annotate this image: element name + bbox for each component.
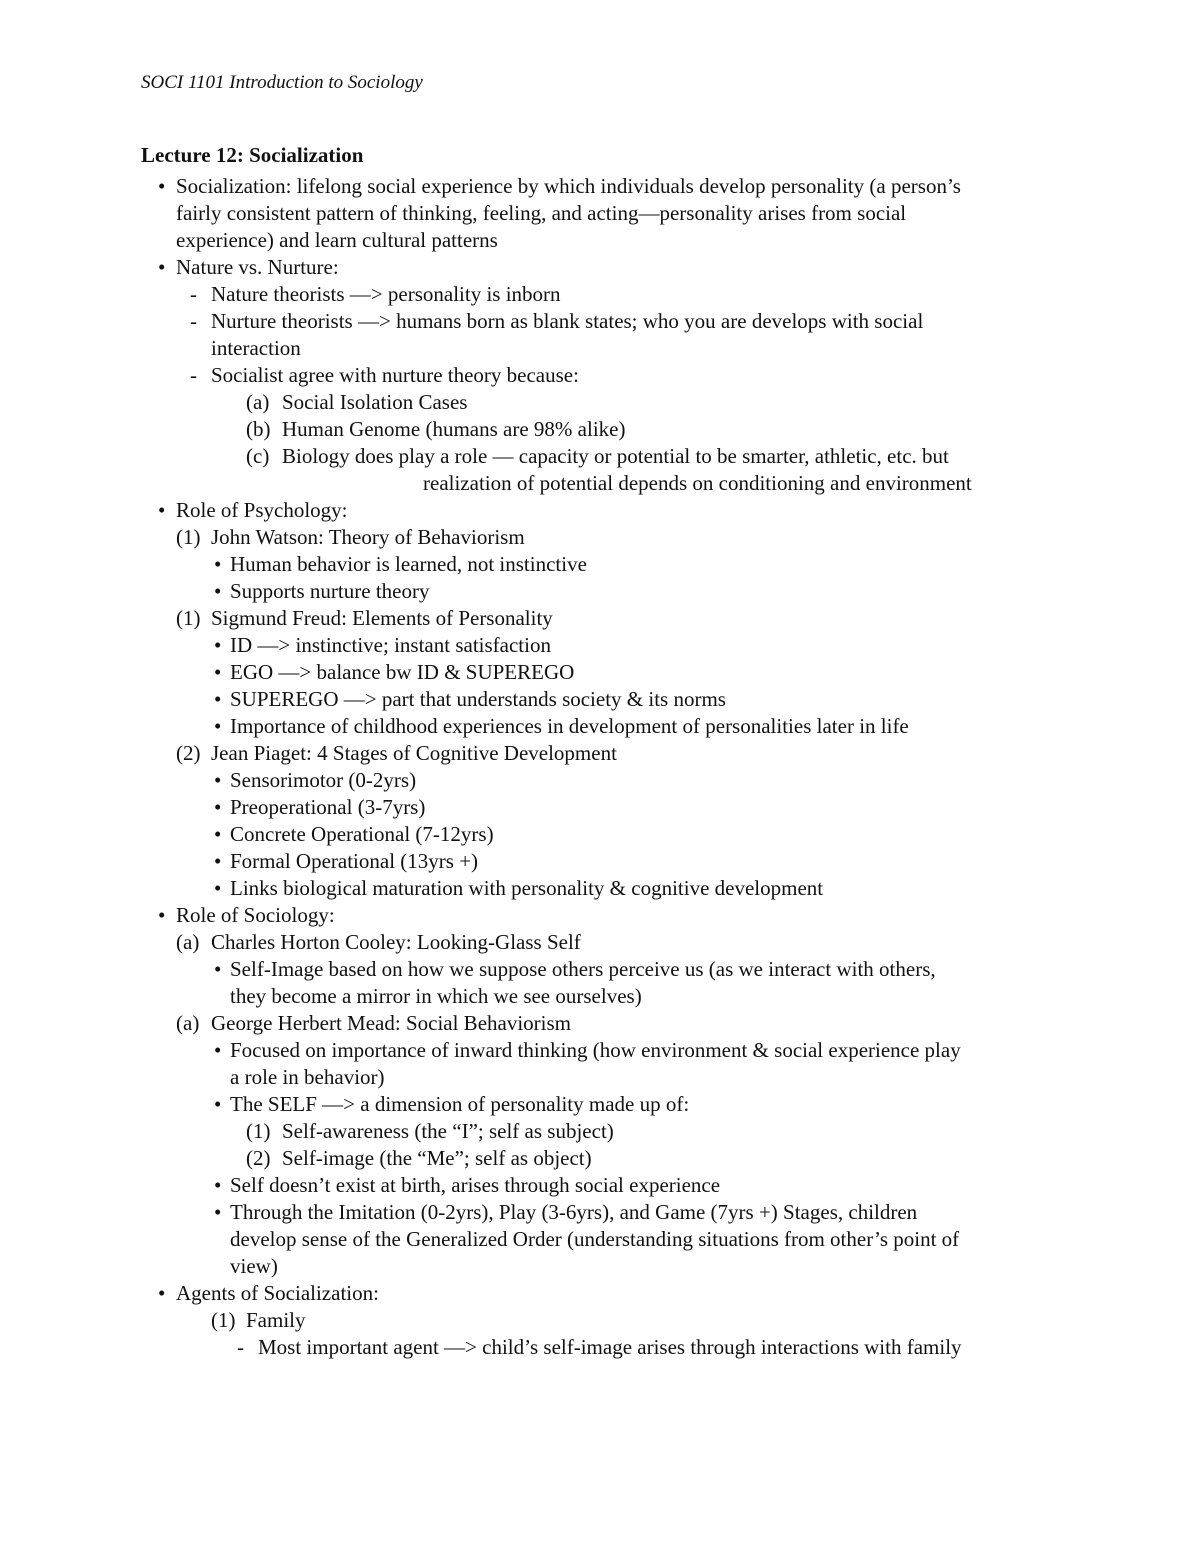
outline-line	[0, 713, 1200, 740]
line-text: fairly consistent pattern of thinking, feeling, and acting—personality arises from social	[176, 201, 907, 225]
outline-line	[0, 200, 1200, 227]
line-text: Social Isolation Cases	[282, 390, 468, 414]
line-text: Sensorimotor (0-2yrs)	[230, 768, 417, 792]
course-header: SOCI 1101 Introduction to Sociology	[141, 72, 423, 93]
line-text: Charles Horton Cooley: Looking-Glass Self	[211, 930, 581, 954]
bullet-marker: •	[214, 849, 222, 873]
outline-line	[0, 605, 1200, 632]
dash-marker: -	[190, 282, 197, 306]
line-text: Socialization: lifelong social experience by which individuals develop personality (a person’s	[176, 174, 961, 198]
outline-line	[0, 1307, 1200, 1334]
outline-line	[0, 1253, 1200, 1280]
outline-line	[0, 794, 1200, 821]
line-text: Role of Sociology:	[176, 903, 335, 927]
outline-line	[0, 686, 1200, 713]
outline-line	[0, 1199, 1200, 1226]
line-text: Self doesn’t exist at birth, arises through social experience	[230, 1173, 721, 1197]
number-marker: (1)	[176, 606, 201, 630]
line-text: Agents of Socialization:	[176, 1281, 379, 1305]
line-text: a role in behavior)	[230, 1065, 385, 1089]
number-marker: (2)	[176, 741, 201, 765]
line-text: realization of potential depends on conditioning and environment	[423, 471, 972, 495]
line-text: Through the Imitation (0-2yrs), Play (3-6yrs), and Game (7yrs +) Stages, children	[230, 1200, 918, 1224]
line-text: George Herbert Mead: Social Behaviorism	[211, 1011, 572, 1035]
outline-line	[0, 1145, 1200, 1172]
line-text: SUPEREGO —> part that understands society & its norms	[230, 687, 726, 711]
line-text: Preoperational (3-7yrs)	[230, 795, 426, 819]
line-text: experience) and learn cultural patterns	[176, 228, 498, 252]
outline-line	[0, 983, 1200, 1010]
line-text: Nurture theorists —> humans born as blank states; who you are develops with social	[211, 309, 924, 333]
letter-marker: (a)	[246, 390, 270, 414]
outline-line	[0, 1118, 1200, 1145]
bullet-marker: •	[214, 1173, 222, 1197]
outline-line	[0, 929, 1200, 956]
line-text: Human Genome (humans are 98% alike)	[282, 417, 626, 441]
line-text: Self-awareness (the “I”; self as subject)	[282, 1119, 614, 1143]
bullet-marker: •	[158, 903, 166, 927]
bullet-marker: •	[214, 687, 222, 711]
line-text: Socialist agree with nurture theory because:	[211, 363, 579, 387]
line-text: Formal Operational (13yrs +)	[230, 849, 479, 873]
number-marker: (1)	[176, 525, 201, 549]
outline-line	[0, 632, 1200, 659]
outline-line	[0, 1280, 1200, 1307]
line-text: John Watson: Theory of Behaviorism	[211, 525, 525, 549]
outline-line	[0, 821, 1200, 848]
outline-line	[0, 416, 1200, 443]
outline-line	[0, 308, 1200, 335]
number-marker: (2)	[246, 1146, 271, 1170]
dash-marker: -	[237, 1335, 244, 1359]
bullet-marker: •	[158, 174, 166, 198]
outline-line	[0, 578, 1200, 605]
bullet-marker: •	[214, 795, 222, 819]
bullet-marker: •	[214, 1038, 222, 1062]
outline-line	[0, 1064, 1200, 1091]
outline-line	[0, 227, 1200, 254]
line-text: Biology does play a role — capacity or potential to be smarter, athletic, etc. but	[282, 444, 949, 468]
line-text: Jean Piaget: 4 Stages of Cognitive Development	[211, 741, 617, 765]
outline-line	[0, 1226, 1200, 1253]
outline-line	[0, 497, 1200, 524]
number-marker: (1)	[211, 1308, 236, 1332]
outline-line	[0, 470, 1200, 497]
outline-line	[0, 848, 1200, 875]
line-text: develop sense of the Generalized Order (understanding situations from other’s point of	[230, 1227, 960, 1251]
outline-line	[0, 659, 1200, 686]
outline-line	[0, 335, 1200, 362]
line-text: Self-image (the “Me”; self as object)	[282, 1146, 592, 1170]
bullet-marker: •	[214, 1092, 222, 1116]
bullet-marker: •	[214, 957, 222, 981]
outline-line	[0, 443, 1200, 470]
lecture-outline	[0, 173, 1200, 1361]
line-text: Most important agent —> child’s self-image arises through interactions with family	[258, 1335, 962, 1359]
line-text: interaction	[211, 336, 301, 360]
bullet-marker: •	[158, 255, 166, 279]
outline-line	[0, 1172, 1200, 1199]
dash-marker: -	[190, 363, 197, 387]
bullet-marker: •	[214, 1200, 222, 1224]
line-text: EGO —> balance bw ID & SUPEREGO	[230, 660, 575, 684]
line-text: Role of Psychology:	[176, 498, 348, 522]
outline-line	[0, 1334, 1200, 1361]
outline-line	[0, 524, 1200, 551]
bullet-marker: •	[214, 660, 222, 684]
bullet-marker: •	[214, 579, 222, 603]
outline-line	[0, 173, 1200, 200]
dash-marker: -	[190, 309, 197, 333]
outline-line	[0, 767, 1200, 794]
outline-line	[0, 1091, 1200, 1118]
letter-marker: (c)	[246, 444, 270, 468]
line-text: view)	[230, 1254, 278, 1278]
line-text: ID —> instinctive; instant satisfaction	[230, 633, 551, 657]
bullet-marker: •	[214, 714, 222, 738]
line-text: Nature vs. Nurture:	[176, 255, 339, 279]
line-text: The SELF —> a dimension of personality made up of:	[230, 1092, 690, 1116]
bullet-marker: •	[158, 498, 166, 522]
outline-line	[0, 1037, 1200, 1064]
outline-line	[0, 902, 1200, 929]
line-text: they become a mirror in which we see ourselves)	[230, 984, 642, 1008]
line-text: Self-Image based on how we suppose others perceive us (as we interact with others,	[230, 957, 936, 981]
outline-line	[0, 551, 1200, 578]
outline-line	[0, 389, 1200, 416]
line-text: Human behavior is learned, not instinctive	[230, 552, 587, 576]
line-text: Nature theorists —> personality is inborn	[211, 282, 561, 306]
outline-line	[0, 1010, 1200, 1037]
outline-line	[0, 362, 1200, 389]
outline-line	[0, 254, 1200, 281]
line-text: Concrete Operational (7-12yrs)	[230, 822, 494, 846]
line-text: Focused on importance of inward thinking (how environment & social experience play	[230, 1038, 961, 1062]
letter-marker: (a)	[176, 1011, 200, 1035]
outline-line	[0, 281, 1200, 308]
bullet-marker: •	[214, 633, 222, 657]
number-marker: (1)	[246, 1119, 271, 1143]
outline-line	[0, 956, 1200, 983]
bullet-marker: •	[214, 768, 222, 792]
outline-line	[0, 740, 1200, 767]
bullet-marker: •	[214, 876, 222, 900]
line-text: Sigmund Freud: Elements of Personality	[211, 606, 553, 630]
outline-line	[0, 875, 1200, 902]
line-text: Importance of childhood experiences in development of personalities later in life	[230, 714, 909, 738]
bullet-marker: •	[214, 822, 222, 846]
line-text: Supports nurture theory	[230, 579, 430, 603]
letter-marker: (a)	[176, 930, 200, 954]
letter-marker: (b)	[246, 417, 271, 441]
lecture-title: Lecture 12: Socialization	[141, 143, 364, 167]
bullet-marker: •	[158, 1281, 166, 1305]
line-text: Links biological maturation with personality & cognitive development	[230, 876, 824, 900]
bullet-marker: •	[214, 552, 222, 576]
line-text: Family	[246, 1308, 306, 1332]
